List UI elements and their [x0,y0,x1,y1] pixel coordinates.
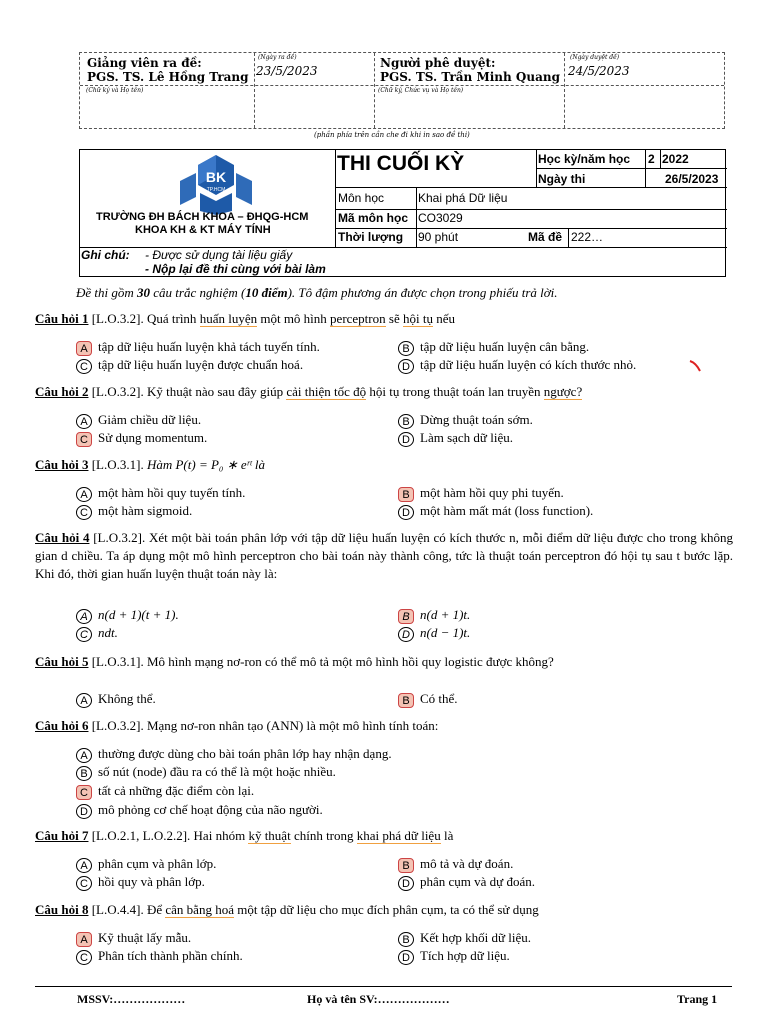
approver-date: 24/5/2023 [568,64,630,78]
q2-option-c[interactable]: C Sử dụng momentum. [76,429,207,447]
author-date: 23/5/2023 [256,64,318,78]
footer-mssv: MSSV:……………… [77,992,186,1006]
q5-option-b[interactable]: B Có thể. [398,690,458,708]
q7-option-d[interactable]: D phân cụm và dự đoán. [398,873,535,891]
q8-option-b[interactable]: B Kết hợp khối dữ liệu. [398,929,531,947]
q7-option-c[interactable]: C hồi quy và phân lớp. [76,873,205,891]
q4-option-d[interactable]: D n(d − 1)t. [398,624,470,642]
code-label: Mã môn học [338,211,409,225]
q8-option-d[interactable]: D Tích hợp dữ liệu. [398,947,510,965]
footer-student-name: Họ và tên SV:……………… [307,992,450,1006]
q2-option-a[interactable]: A Giảm chiều dữ liệu. [76,411,201,429]
subject-value: Khai phá Dữ liệu [418,191,508,205]
year-value: 2022 [662,152,689,166]
copy-note: (phần phía trên cần che đi khi in sao đề thi) [314,131,470,139]
approver-sign-caption: (Chữ ký, Chức vụ và Họ tên) [378,87,464,94]
footer-page: Trang 1 [677,992,718,1006]
bk-logo-icon [176,153,256,215]
q2-option-d[interactable]: D Làm sạch dữ liệu. [398,429,513,447]
question-1: Câu hỏi 1 [L.O.3.2]. Quá trình huấn luyện một mô hình perceptron sẽ hội tụ nếu [35,311,455,326]
q2-option-b[interactable]: B Dừng thuật toán sớm. [398,411,533,429]
q4-option-b[interactable]: B n(d + 1)t. [398,606,470,624]
approver-date-caption: (Ngày duyệt đề) [570,54,620,61]
q6-option-d[interactable]: D mô phỏng cơ chế hoạt động của não người. [76,801,323,819]
date-label: Ngày thi [538,172,586,186]
author-sign-caption: (Chữ ký và Họ tên) [86,87,144,94]
svg-text:BK: BK [205,169,227,185]
duration-value: 90 phút [418,230,459,244]
q7-option-b[interactable]: B mô tả và dự đoán. [398,855,513,873]
question-3: Câu hỏi 3 [L.O.3.1]. Hàm P(t) = P₀ ∗ eʳᵗ là [35,457,266,472]
q3-option-b[interactable]: B một hàm hồi quy phi tuyến. [398,484,564,502]
subject-label: Môn học [338,191,385,205]
q8-option-a[interactable]: A Kỹ thuật lấy mẫu. [76,929,191,947]
author-date-caption: (Ngày ra đề) [258,54,297,61]
red-mark-icon [688,358,702,372]
q7-option-a[interactable]: A phân cụm và phân lớp. [76,855,216,873]
q4-option-c[interactable]: C ndt. [76,624,118,642]
q6-option-a[interactable]: A thường được dùng cho bài toán phân lớp hay nhận dạng. [76,745,392,763]
q5-option-a[interactable]: A Không thể. [76,690,156,708]
q1-option-a[interactable]: A tập dữ liệu huấn luyện khả tách tuyến tính. [76,338,320,356]
q1-option-c[interactable]: C tập dữ liệu huấn luyện được chuẩn hoá. [76,356,303,374]
q1-option-b[interactable]: B tập dữ liệu huấn luyện cân bằng. [398,338,589,356]
question-7: Câu hỏi 7 [L.O.2.1, L.O.2.2]. Hai nhóm kỹ thuật chính trong khai phá dữ liệu là [35,828,454,843]
q3-option-a[interactable]: A một hàm hồi quy tuyến tính. [76,484,245,502]
author-label: Giảng viên ra đề: [87,56,202,70]
q6-option-b[interactable]: B số nút (node) đầu ra có thể là một hoặc nhiều. [76,763,336,781]
q4-option-a[interactable]: A n(d + 1)(t + 1). [76,606,179,624]
q3-option-d[interactable]: D một hàm mất mát (loss function). [398,502,593,520]
faculty-name: KHOA KH & KT MÁY TÍNH [135,224,271,236]
q6-option-c[interactable]: C tất cả những đặc điểm còn lại. [76,782,254,800]
approver-label: Người phê duyệt: [380,56,496,70]
date-value: 26/5/2023 [665,172,719,186]
question-6: Câu hỏi 6 [L.O.3.2]. Mạng nơ-ron nhân tạo (ANN) là một mô hình tính toán: [35,718,439,733]
exam-title: THI CUỐI KỲ [337,152,465,175]
school-name: TRƯỜNG ĐH BÁCH KHOA – ĐHQG-HCM [96,211,309,223]
q1-option-d[interactable]: D tập dữ liệu huấn luyện có kích thước nhỏ. [398,356,636,374]
semester-label: Học kỳ/năm học [538,152,631,166]
semester-value: 2 [648,152,655,166]
q3-option-c[interactable]: C một hàm sigmoid. [76,502,192,520]
question-5: Câu hỏi 5 [L.O.3.1]. Mô hình mạng nơ-ron có thể mô tả một mô hình hồi quy logistic được không? [35,654,554,669]
question-2: Câu hỏi 2 [L.O.3.2]. Kỹ thuật nào sau đây giúp cải thiện tốc độ hội tụ trong thuật toán lan truyền ngược? [35,384,583,399]
note-1: - Được sử dụng tài liệu giấy [145,248,293,262]
author-name: PGS. TS. Lê Hồng Trang [87,70,249,84]
note-2: - Nộp lại đề thi cùng với bài làm [145,262,326,276]
q8-option-c[interactable]: C Phân tích thành phần chính. [76,947,243,965]
notes-label: Ghi chú: [81,248,130,262]
exam-code-label: Mã đề [528,230,563,244]
footer-divider [35,986,732,987]
code-value: CO3029 [418,211,463,225]
duration-label: Thời lượng [338,230,404,244]
intro-text: Đề thi gồm 30 câu trắc nghiệm (10 điểm). Tô đậm phương án được chọn trong phiếu trả lời. [76,285,558,300]
approver-name: PGS. TS. Trần Minh Quang [380,70,560,84]
question-8: Câu hỏi 8 [L.O.4.4]. Để cân bằng hoá một tập dữ liệu cho mục đích phân cụm, ta có thể sử dụng [35,902,539,917]
exam-code-value: 222… [571,230,604,244]
svg-text:TP.HCM: TP.HCM [206,187,226,193]
question-4: Câu hỏi 4 [L.O.3.2]. Xét một bài toán phân lớp với tập dữ liệu huấn luyện có kích thước n, mỗi điểm dữ liệu được cho trong không gian d chiều. Ta áp dụng một mô hình perceptron cho bài toán này thành công, tức là thuật toán perceptron đó hội tụ sau t bước lặp. Khi đó, thời gian huấn luyện thuật toán này là: [35,530,734,581]
